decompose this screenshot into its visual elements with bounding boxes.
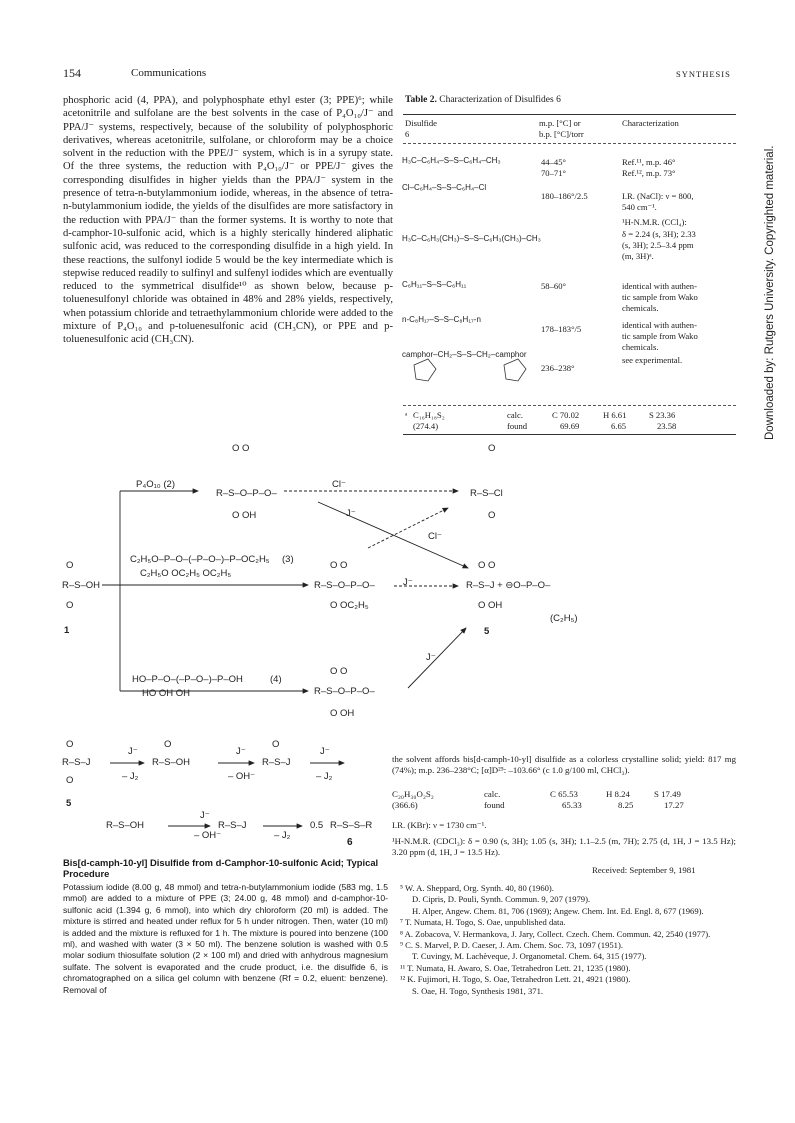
- svg-text:R–S–O–P–O–: R–S–O–P–O–: [314, 686, 375, 697]
- analysis-calc-label: calc.: [484, 789, 501, 799]
- table-bottom-rule: [403, 405, 736, 406]
- svg-text:R–S–S–R: R–S–S–R: [330, 820, 373, 831]
- svg-text:O: O: [164, 739, 172, 750]
- camphor-ring-icon: [414, 359, 436, 381]
- label-iodide: J⁻: [128, 746, 138, 757]
- char-value: identical with authen-: [622, 320, 697, 330]
- mp-value: 44–45°: [541, 157, 566, 167]
- page-number: 154: [63, 66, 81, 80]
- arrow: [318, 502, 468, 568]
- analysis-calc-s: S 17.49: [654, 789, 681, 799]
- col-header-bp: b.p. [°C]/torr: [539, 129, 584, 139]
- compound-5-label: 5: [66, 798, 72, 809]
- reference-item: ¹² K. Fujimori, H. Togo, S. Oae, Tetrahedron Lett. 21, 4921 (1980).: [400, 974, 631, 985]
- analysis-found-h: 8.25: [618, 800, 634, 810]
- scheme-compound-1: [62, 491, 308, 691]
- compound-5-label: 5: [484, 626, 490, 637]
- char-value: (s, 3H); 2.5–3.4 ppm: [622, 240, 694, 250]
- svg-text:R–S–J: R–S–J: [218, 820, 247, 831]
- mp-value: 58–60°: [541, 281, 566, 291]
- svg-text:O: O: [66, 739, 74, 750]
- footnote-calc-label: calc.: [507, 410, 523, 420]
- structure-dimethylphenyl-disulfide: [402, 234, 541, 243]
- intro-paragraph: phosphoric acid (4, PPA), and polyphosphate ethyl ester (3; PPE)⁶; while acetonitrile and sulfolane are the best solvents in the case of P₄O₁₀/J⁻ and PPA/J⁻ systems, respectively, because of the solubility of polyphosphoric derivatives, whereas acetonitrile, sulfolane, or chloroform may be a choice solvent in the reduction with the PPE/J⁻ system, which is in a syrupy state. Of the three systems, the reduction with P₄O₁₀/J⁻ or PPE/J⁻ gives the corresponding disulfides in higher yields than the PPA/J⁻ system in the presence of tetra-n-butylammonium iodide, whereas, in the absence of tetra-n-butylammonium iodide, the yields of the disulfides are more satisfactory in the reduction with PPA/J⁻ than the former systems. It is worthy to note that d-camphor-10-sulfonic acid, which is a highly sterically hindered aliphatic sulfonic acid, was reduced to the corresponding disulfide in a high yield. In these reactions, the sulfonyl iodide 5 would be the key intermediate which is stepwise reduced readily to sulfinyl and sulfenyl iodides which are eventually reduced to the symmetrical disulfide¹⁰ as shown below, because p-toluenesulfonyl chloride was obtained in 48% and 28% yields, respectively, when potassium chloride and tetraethylammonium chloride were added to the mixture of P₄O₁₀ and p-toluenesulfonic acid (CH₃CN), or PPE and p-toluenesulfonic acid (CH₃CN).: [63, 95, 393, 346]
- svg-text:R–S–O–P–O–: R–S–O–P–O–: [314, 580, 375, 591]
- label-iodide: J⁻: [346, 508, 356, 519]
- char-value: ¹H-N.M.R. (CCl₄):: [622, 217, 687, 227]
- footnote-marker: ᵃ: [405, 410, 408, 420]
- journal-name: SYNTHESIS: [676, 69, 731, 79]
- compound-6-label: 6: [347, 837, 353, 848]
- label-iodide: J⁻: [200, 810, 210, 821]
- table-title: Characterization of Disulfides 6: [439, 95, 561, 105]
- svg-text:O O: O O: [478, 560, 496, 571]
- mp-value: 178–183°/5: [541, 324, 582, 334]
- table-end-rule: [403, 434, 736, 435]
- reference-item: H. Alper, Angew. Chem. 81, 706 (1969); Angew. Chem. Int. Ed. Engl. 8, 677 (1969).: [412, 905, 704, 916]
- label-iodide: J⁻: [403, 577, 413, 588]
- col-header-disulfide: Disulfide: [405, 118, 437, 128]
- char-value: I.R. (NaCl): ν = 800,: [622, 191, 694, 201]
- table-caption: [405, 95, 735, 105]
- structure-dichlorophenyl-disulfide: [402, 183, 486, 192]
- footnote-found-s: 23.58: [657, 421, 677, 431]
- structure-label: camphor–CH₂–S–S–CH₂–camphor: [402, 350, 527, 359]
- svg-text:O: O: [66, 775, 74, 786]
- reference-item: D. Cipris, D. Pouli, Synth. Commun. 9, 207 (1979).: [412, 894, 591, 905]
- col-header-6: 6: [405, 129, 410, 139]
- label-minus-j2: – J₂: [274, 830, 291, 841]
- table-footnote: [405, 410, 735, 434]
- svg-text:C₂H₅O–P–O–(–P–O–)–P–OC₂H₅: C₂H₅O–P–O–(–P–O–)–P–OC₂H₅: [130, 554, 270, 565]
- footnote-found-c: 69.69: [560, 421, 580, 431]
- reference-item: ⁸ A. Zobacova, V. Hermankova, J. Jary, Collect. Czech. Chem. Commun. 42, 2540 (1977).: [400, 928, 711, 939]
- half-coefficient: 0.5: [310, 820, 324, 831]
- svg-text:O: O: [66, 560, 74, 571]
- label-minus-oh: – OH⁻: [194, 830, 222, 841]
- reference-item: T. Cuvingy, M. Lachèveque, J. Organometal. Chem. 64, 315 (1977).: [412, 951, 647, 962]
- svg-text:O OH: O OH: [232, 510, 257, 521]
- table-top-rule: [403, 114, 736, 115]
- analysis-found-c: 65.33: [562, 800, 582, 810]
- footnote-found-label: found: [507, 421, 528, 431]
- analysis-formula: C₂₀H₃₀O₂S₂: [392, 789, 434, 799]
- download-notice: Downloaded by: Rutgers University. Copyrighted material.: [764, 145, 776, 440]
- mp-value: 180–186°/2.5: [541, 191, 588, 201]
- svg-text:R–S–O–P–O–: R–S–O–P–O–: [216, 488, 277, 499]
- svg-text:O O: O O: [232, 443, 250, 454]
- nmr-data: ¹H-N.M.R. (CDCl₃): δ = 0.90 (s, 3H); 1.05 (s, 3H); 1.1–2.5 (m, 7H); 2.75 (d, 1H, J = 13.5 Hz); 3.20 ppm (d, 1H, J = 13.5 Hz).: [392, 836, 736, 858]
- char-value: chemicals.: [622, 342, 659, 352]
- svg-text:R–S–OH: R–S–OH: [106, 820, 145, 831]
- reference-item: ⁹ C. S. Marvel, P. D. Caeser, J. Am. Chem. Soc. 73, 1097 (1951).: [400, 940, 623, 951]
- svg-text:HO OH OH: HO OH OH: [142, 688, 191, 699]
- mp-value: 70–71°: [541, 168, 566, 178]
- label-iodide: J⁻: [236, 746, 246, 757]
- structure-label: C₆H₁₁–S–S–C₆H₁₁: [402, 280, 467, 289]
- svg-text:O OH: O OH: [330, 708, 355, 719]
- label-iodide: J⁻: [320, 746, 330, 757]
- footnote-found-h: 6.65: [611, 421, 627, 431]
- svg-text:HO–P–O–(–P–O–)–P–OH: HO–P–O–(–P–O–)–P–OH: [132, 674, 243, 685]
- svg-text:R–S–J: R–S–J: [262, 757, 291, 768]
- footnote-calc-c: C 70.02: [552, 410, 580, 420]
- table-header-rule: [403, 143, 736, 144]
- svg-text:C₂H₅O OC₂H₅ OC₂H₅: C₂H₅O OC₂H₅ OC₂H₅: [140, 568, 232, 579]
- svg-text:O: O: [488, 510, 496, 521]
- experimental-body: Potassium iodide (8.00 g, 48 mmol) and tetra-n-butylammonium iodide (583 mg, 1.5 mmol) are added to a mixture of PPE (3; 24.00 g, 48 mmol) and d-camphor-10-sulfonic acid (1.394 g, 6 mmol), into which dry chloroform (20 ml) is added. The mixture is stirred and heated under reflux for 5 h under nitrogen. Then, water (10 ml) is added and the mixture is refluxed for 1 h. The mixture is poured into benzene (100 ml), and washed with water (3 × 50 ml). The benzene solution is washed with 0.5 molar sodium thiosulfate solution (2 × 100 ml) and dried with anhydrous magnesium sulfate. The solvent is evaporated and the crude product, i.e. the disulfide 6, is chromatographed on a silica gel column with benzene (Rf = 0.2, eluent: benzene). Removal of: [63, 882, 388, 995]
- char-value: Ref.¹², m.p. 73°: [622, 168, 676, 178]
- reagent-ppa-label: (4): [270, 674, 282, 685]
- analysis-found-s: 17.27: [664, 800, 684, 810]
- char-value: (m, 3H)ᵃ.: [622, 251, 654, 261]
- structure-dicyclohexyl-disulfide: [402, 280, 467, 289]
- analysis-found-label: found: [484, 800, 505, 810]
- section-title: Communications: [131, 67, 207, 79]
- svg-text:O: O: [66, 600, 74, 611]
- svg-text:R–S–Cl: R–S–Cl: [470, 488, 503, 499]
- char-value: tic sample from Wako: [622, 292, 698, 302]
- char-value: δ = 2.24 (s, 3H); 2.33: [622, 229, 696, 239]
- structure-label: H₃C–C₆H₃(CH₃)–S–S–C₆H₃(CH₃)–CH₃: [402, 234, 541, 243]
- reagent-p4o10: P₄O₁₀ (2): [136, 479, 176, 490]
- label-minus-j2: – J₂: [122, 771, 139, 782]
- scheme-top-row: [136, 443, 503, 542]
- footnote-calc-h: H 6.61: [603, 410, 627, 420]
- scheme-ppe: [130, 554, 578, 637]
- table-label: Table 2.: [405, 95, 437, 105]
- table-structures: [400, 147, 540, 407]
- svg-text:O OH: O OH: [478, 600, 503, 611]
- structure-dicamphyl-disulfide: [402, 350, 527, 381]
- structure-ditolyl-disulfide: [402, 156, 501, 165]
- footnote-mw: (274.4): [413, 421, 439, 431]
- received-date: Received: September 9, 1981: [592, 865, 696, 875]
- structure-label: Cl–C₆H₄–S–S–C₆H₄–Cl: [402, 183, 487, 192]
- char-value: chemicals.: [622, 303, 659, 313]
- char-value: see experimental.: [622, 355, 683, 365]
- char-value: 540 cm⁻¹.: [622, 202, 657, 212]
- col-header-mp: m.p. [°C] or: [539, 118, 581, 128]
- svg-text:R–S–OH: R–S–OH: [152, 757, 191, 768]
- reference-list: [400, 883, 736, 997]
- svg-text:O: O: [272, 739, 280, 750]
- ir-data: I.R. (KBr): ν = 1730 cm⁻¹.: [392, 820, 487, 830]
- label-iodide: J⁻: [426, 652, 436, 663]
- label-chloride: Cl⁻: [428, 531, 442, 542]
- analysis-calc-h: H 8.24: [606, 789, 630, 799]
- label-minus-oh: – OH⁻: [228, 771, 256, 782]
- svg-text:R–S–J: R–S–J: [62, 757, 91, 768]
- svg-text:O O: O O: [330, 666, 348, 677]
- char-value: tic sample from Wako: [622, 331, 698, 341]
- mp-value: 236–238°: [541, 363, 575, 373]
- scheme-ppa: [132, 652, 436, 719]
- svg-text:R–S–J + ⊖O–P–O–: R–S–J + ⊖O–P–O–: [466, 580, 551, 591]
- footnote-formula: C₁₆H₁₈S₂: [413, 410, 445, 420]
- reference-item: S. Oae, H. Togo, Synthesis 1981, 371.: [412, 985, 544, 996]
- col-header-characterization: Characterization: [622, 118, 679, 128]
- elemental-analysis: [392, 789, 736, 813]
- svg-text:O OC₂H₅: O OC₂H₅: [330, 600, 369, 611]
- svg-text:O: O: [488, 443, 496, 454]
- footnote-calc-s: S 23.36: [649, 410, 676, 420]
- reagent-ppe-label: (3): [282, 554, 294, 565]
- scheme-stepwise: [62, 739, 372, 841]
- label-minus-j2: – J₂: [316, 771, 333, 782]
- reference-item: ⁷ T. Numata, H. Togo, S. Oae, unpublished data.: [400, 917, 566, 928]
- svg-text:O O: O O: [330, 560, 348, 571]
- structure-label: n-C₈H₁₇–S–S–C₈H₁₇-n: [402, 315, 481, 324]
- experimental-continuation: the solvent affords bis[d-camph-10-yl] disulfide as a colorless crystalline solid; yield: 817 mg (74%); m.p. 236–238°C; [α]D²⁵: –103.66° (c 1.0 g/100 ml, CHCl₃).: [392, 754, 736, 776]
- experimental-title: Bis[d-camph-10-yl] Disulfide from d-Camphor-10-sulfonic Acid; Typical Procedure: [63, 857, 379, 880]
- analysis-calc-c: C 65.53: [550, 789, 578, 799]
- label-c2h5: (C₂H₅): [550, 613, 578, 624]
- compound-1-label: 1: [64, 625, 70, 636]
- char-value: Ref.¹¹, m.p. 46°: [622, 157, 676, 167]
- structure-label: H₃C–C₆H₄–S–S–C₆H₄–CH₃: [402, 156, 501, 165]
- structure-dioctyl-disulfide: [402, 315, 481, 324]
- svg-text:R–S–OH: R–S–OH: [62, 580, 101, 591]
- reference-item: ⁵ W. A. Sheppard, Org. Synth. 40, 80 (1960).: [400, 883, 554, 893]
- reference-item: ¹¹ T. Numata, H. Awaro, S. Oae, Tetrahedron Lett. 21, 1235 (1980).: [400, 962, 631, 973]
- arrow: [408, 628, 466, 688]
- camphor-ring-icon: [504, 359, 526, 381]
- analysis-mw: (366.6): [392, 800, 418, 810]
- label-chloride: Cl⁻: [332, 479, 346, 490]
- char-value: identical with authen-: [622, 281, 697, 291]
